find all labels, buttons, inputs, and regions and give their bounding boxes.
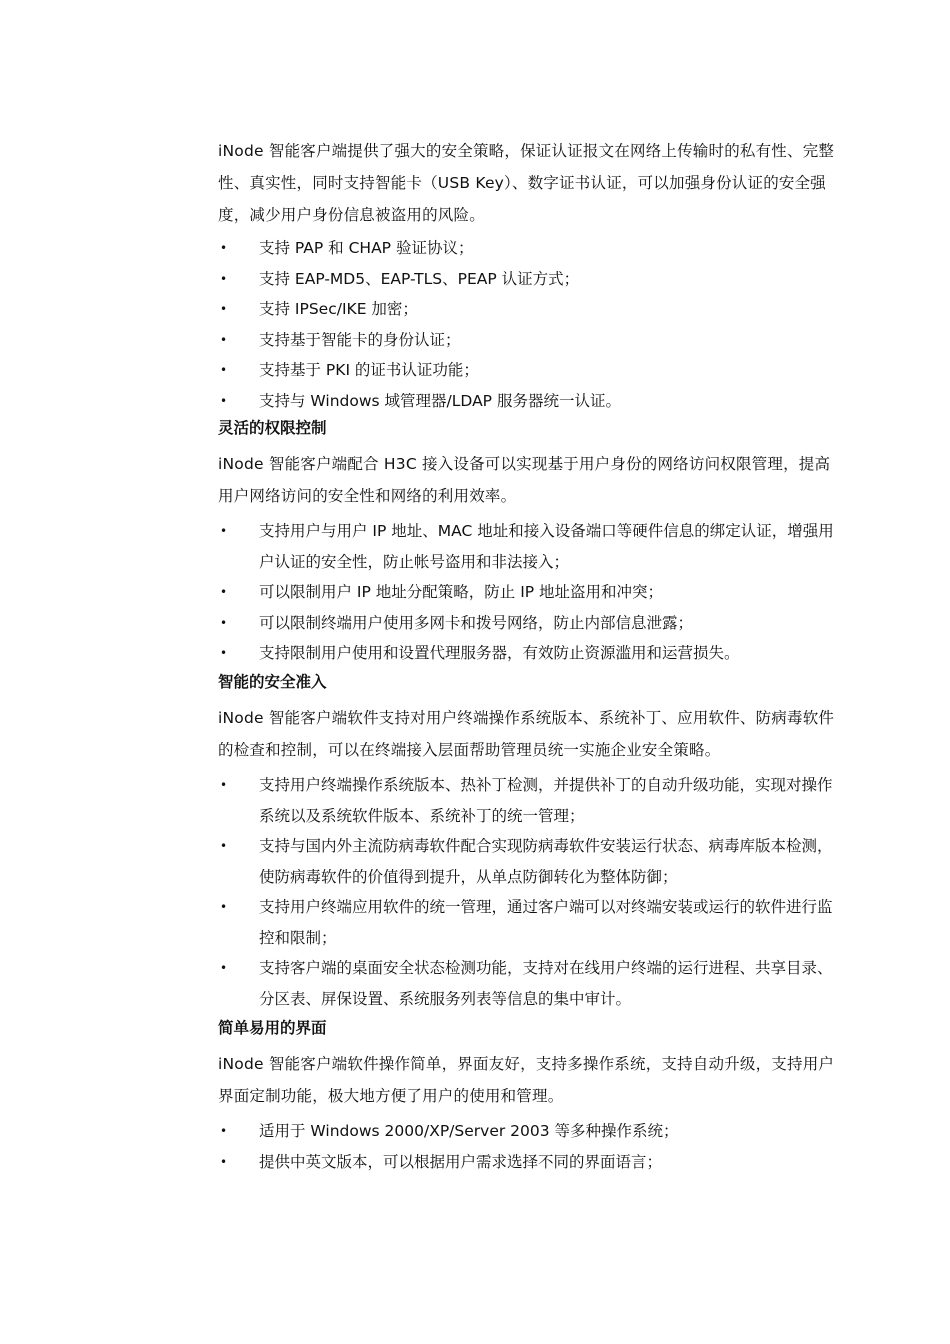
- bullet-icon: •: [220, 1124, 228, 1138]
- list-item: [218, 608, 843, 639]
- list-item-text: 可以限制终端用户使用多网卡和拨号网络，防止内部信息泄露；: [259, 613, 694, 632]
- list-item: [218, 638, 843, 669]
- bullet-icon: •: [220, 839, 228, 853]
- list-item-text: 适用于 Windows 2000/XP/Server 2003 等多种操作系统；: [259, 1122, 679, 1140]
- bullet-icon: •: [220, 393, 228, 408]
- list-item: [218, 325, 843, 356]
- bullet-icon: •: [220, 900, 228, 914]
- list-item: [218, 892, 843, 953]
- bullet-icon: •: [220, 778, 228, 792]
- list-item: [218, 1116, 843, 1147]
- list-item: [218, 264, 843, 295]
- list-item: [218, 577, 843, 608]
- bullet-icon: •: [220, 241, 228, 255]
- list-item: [218, 1147, 843, 1178]
- list-item-text: 支持与 Windows 域管理器/LDAP 服务器统一认证。: [259, 391, 621, 410]
- bullet-icon: •: [220, 646, 228, 660]
- list-item: [218, 294, 843, 325]
- list-item: [218, 953, 843, 1014]
- list-item: [218, 831, 843, 892]
- list-item-text: 支持 PAP 和 CHAP 验证协议；: [259, 239, 474, 257]
- section-bullet-list: [218, 516, 843, 669]
- list-item-text: 支持基于智能卡的身份认证；: [259, 330, 461, 349]
- bullet-icon: •: [220, 332, 228, 347]
- list-item-text: 支持 EAP-MD5、EAP-TLS、PEAP 认证方式；: [259, 269, 580, 288]
- list-item-text: 支持与国内外主流防病毒软件配合实现防病毒软件安装运行状态、病毒库版本检测，使防病毒软件的价值得到提升，从单点防御转化为整体防御；: [259, 837, 833, 886]
- bullet-icon: •: [220, 961, 228, 975]
- section-paragraph: iNode 智能客户端软件操作简单，界面友好，支持多操作系统，支持自动升级，支持用户界面定制功能，极大地方便了用户的使用和管理。: [218, 1055, 835, 1105]
- list-item-text: 支持限制用户使用和设置代理服务器，有效防止资源滥用和运营损失。: [259, 644, 740, 662]
- list-item: [218, 516, 843, 577]
- list-item-text: 支持客户端的桌面安全状态检测功能，支持对在线用户终端的运行进程、共享目录、分区表、屏保设置、系统服务列表等信息的集中审计。: [259, 959, 833, 1008]
- intro-paragraph: iNode 智能客户端提供了强大的安全策略，保证认证报文在网络上传输时的私有性、完整性、真实性，同时支持智能卡（USB Key）、数字证书认证，可以加强身份认证的安全强度，减少用户身份信息被盗用的风险。: [218, 142, 835, 224]
- list-item-text: 支持 IPSec/IKE 加密；: [259, 300, 418, 318]
- section-bullet-list: [218, 1116, 843, 1177]
- bullet-icon: •: [220, 271, 228, 286]
- bullet-icon: •: [220, 524, 228, 538]
- section-heading: 智能的安全准入: [218, 673, 327, 691]
- intro-bullet-list: [218, 233, 843, 416]
- bullet-icon: •: [220, 363, 228, 377]
- section-paragraph: iNode 智能客户端软件支持对用户终端操作系统版本、系统补丁、应用软件、防病毒软件的检查和控制，可以在终端接入层面帮助管理员统一实施企业安全策略。: [218, 709, 835, 759]
- bullet-icon: •: [220, 585, 228, 599]
- list-item: [218, 233, 843, 264]
- bullet-icon: •: [220, 302, 228, 316]
- list-item-text: 可以限制用户 IP 地址分配策略，防止 IP 地址盗用和冲突；: [259, 583, 664, 601]
- section-heading: 简单易用的界面: [218, 1019, 327, 1037]
- list-item-text: 提供中英文版本，可以根据用户需求选择不同的界面语言；: [259, 1152, 663, 1171]
- list-item: [218, 355, 843, 386]
- bullet-icon: •: [220, 615, 228, 630]
- list-item: [218, 386, 843, 417]
- list-item-text: 支持用户终端应用软件的统一管理，通过客户端可以对终端安装或运行的软件进行监控和限制；: [259, 898, 833, 947]
- section-bullet-list: [218, 770, 843, 1014]
- list-item-text: 支持用户终端操作系统版本、热补丁检测，并提供补丁的自动升级功能，实现对操作系统以及系统软件版本、系统补丁的统一管理；: [259, 776, 833, 825]
- list-item-text: 支持用户与用户 IP 地址、MAC 地址和接入设备端口等硬件信息的绑定认证，增强用户认证的安全性，防止帐号盗用和非法接入；: [259, 522, 834, 571]
- section-heading: 灵活的权限控制: [218, 419, 327, 437]
- list-item: [218, 770, 843, 831]
- section-paragraph: iNode 智能客户端配合 H3C 接入设备可以实现基于用户身份的网络访问权限管理，提高用户网络访问的安全性和网络的利用效率。: [218, 455, 831, 505]
- bullet-icon: •: [220, 1154, 228, 1169]
- list-item-text: 支持基于 PKI 的证书认证功能；: [259, 361, 479, 379]
